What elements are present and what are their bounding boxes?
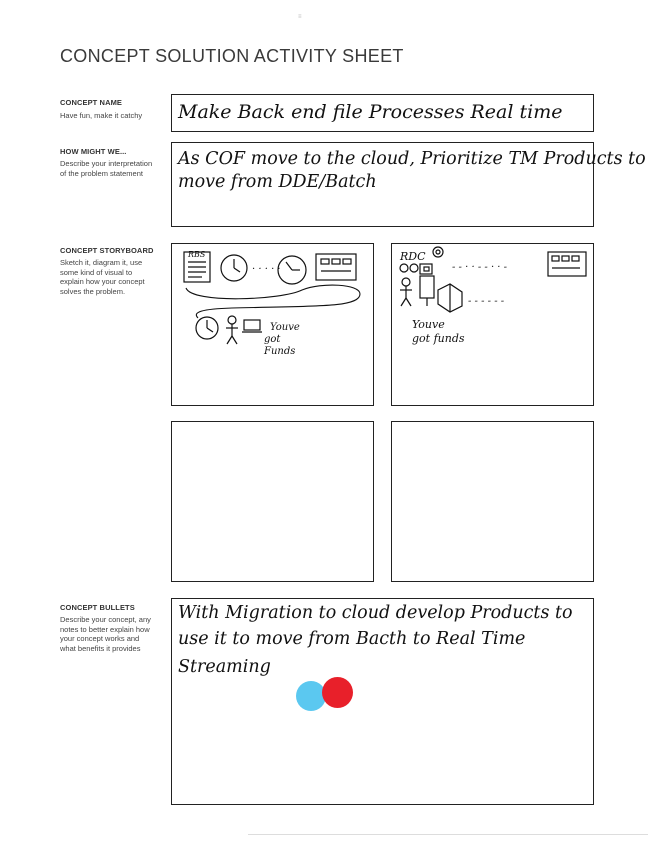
svg-text:- - · · - - · · -: - - · · - - · · -	[452, 262, 508, 273]
storyboard-panel-4	[391, 421, 594, 582]
svg-text:- - - - - -: - - - - - -	[468, 296, 505, 307]
concept-name-heading: CONCEPT NAME	[60, 98, 123, 107]
page-title: CONCEPT SOLUTION ACTIVITY SHEET	[60, 46, 404, 66]
how-might-we-heading: HOW MIGHT WE...	[60, 147, 127, 156]
storyboard-heading: CONCEPT STORYBOARD	[60, 246, 154, 255]
concept-name-answer: Make Back end file Processes Real time	[178, 101, 563, 123]
person-icon	[226, 316, 238, 344]
bullets-answer-line-2: use it to move from Bacth to Real Time	[178, 629, 526, 649]
bullets-answer-line-3: Streaming	[178, 657, 271, 677]
phone-icon	[438, 284, 462, 312]
storyboard-panel-1	[171, 243, 374, 406]
how-might-we-box	[171, 142, 646, 227]
panel-1-note-line-1: Youve	[270, 322, 300, 333]
concept-name-description: Have fun, make it catchy	[60, 111, 143, 120]
person-icon	[400, 278, 412, 306]
panel-2-top-label: RDC	[400, 250, 426, 263]
storyboard-panel-3	[171, 421, 374, 582]
storyboard-sketch-2	[392, 244, 593, 405]
bullets-heading: CONCEPT BULLETS	[60, 603, 135, 612]
people-icon	[400, 264, 432, 274]
panel-2-note-line-2: got funds	[412, 332, 465, 345]
laptop-icon	[242, 320, 262, 332]
how-might-we-answer-line-2: move from DDE/Batch	[178, 172, 377, 192]
bullets-answer-line-1: With Migration to cloud develop Products to	[178, 603, 573, 623]
svg-text:· · · · ·: · · · · ·	[252, 264, 281, 275]
screen-icon	[316, 254, 356, 280]
kiosk-icon	[420, 276, 434, 306]
how-might-we-description: Describe your interpretation of the problem statement	[60, 159, 153, 178]
panel-1-note-line-2: got	[264, 334, 281, 345]
clock-icon	[196, 317, 218, 339]
gear-icon	[433, 247, 443, 257]
panel-2-note-line-1: Youve	[412, 318, 445, 331]
page-bottom-rule	[248, 834, 648, 835]
clock-icon	[278, 256, 306, 284]
panel-1-note-line-3: Funds	[264, 346, 296, 357]
concept-name-box	[171, 94, 594, 132]
bullets-description: Describe your concept, any notes to better explain how your concept works and what benefits it provides	[60, 615, 151, 653]
page-marker: ≡	[298, 14, 302, 20]
clock-icon	[221, 255, 247, 281]
panel-1-top-label: RBS	[188, 250, 206, 259]
screen-icon	[548, 252, 586, 276]
how-might-we-answer-line-1: As COF move to the cloud, Prioritize TM Products to	[178, 149, 646, 169]
storyboard-sketch-1	[172, 244, 373, 405]
storyboard-panel-2	[391, 243, 594, 406]
red-dot	[322, 677, 353, 708]
bullets-box	[171, 598, 594, 805]
storyboard-description: Sketch it, diagram it, use some kind of visual to explain how your concept solves the problem.	[60, 258, 145, 296]
